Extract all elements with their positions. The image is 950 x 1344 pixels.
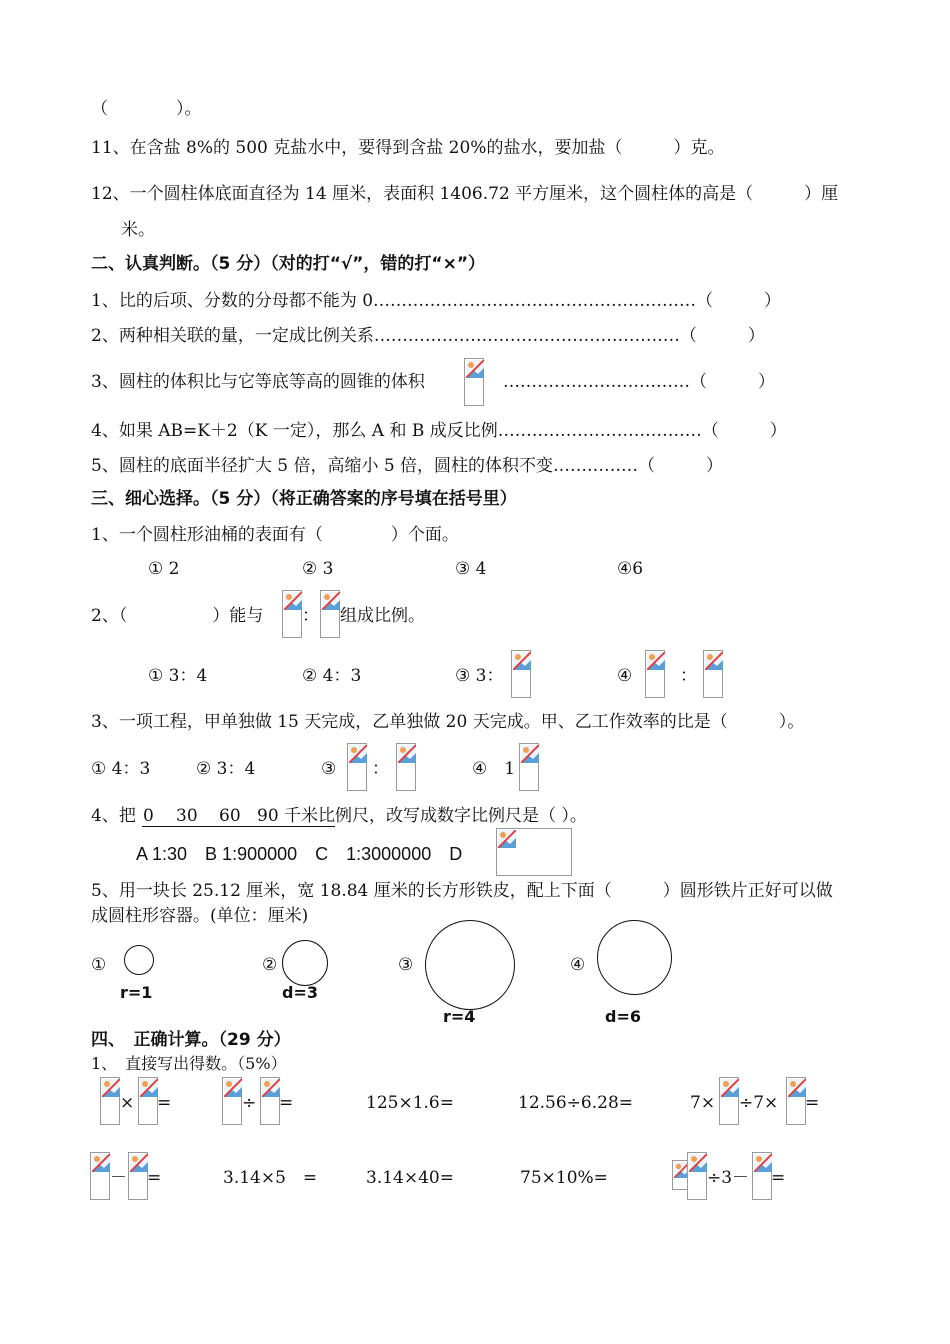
scale-bar-label-30: 30 bbox=[176, 806, 198, 826]
choice-q3-option-4: ④ 1 bbox=[472, 759, 516, 779]
choice-q1-option-1: ① 2 bbox=[148, 559, 180, 579]
circle-label-r4: r=4 bbox=[443, 1007, 476, 1026]
broken-image-icon bbox=[464, 358, 484, 406]
calc-r2-eq1: = bbox=[147, 1168, 162, 1188]
calc-r1-12.56div6.28: 12.56÷6.28= bbox=[518, 1093, 634, 1113]
section4-sub1: 1、 直接写出得数。（5%） bbox=[91, 1054, 287, 1073]
broken-image-icon bbox=[260, 1077, 280, 1125]
choice-q2-option-3: ③ 3： bbox=[455, 666, 504, 686]
judge-item-4: 4、如果 AB=K＋2（K 一定），那么 A 和 B 成反比例………………………………（ ） bbox=[91, 421, 787, 441]
choice-q4-tail: 例尺，改写成数字比例尺是（ ）。 bbox=[335, 806, 587, 826]
calc-r1-eq1: = bbox=[157, 1093, 172, 1113]
choice-q3-option-3-colon: ： bbox=[372, 759, 389, 779]
calc-r1-times: × bbox=[120, 1093, 135, 1113]
choice-q5-line1: 5、用一块长 25.12 厘米，宽 18.84 厘米的长方形铁皮，配上下面（ ）圆形铁片正好可以做 bbox=[91, 881, 833, 901]
judge-item-3: 3、圆柱的体积比与它等底等高的圆锥的体积 bbox=[91, 372, 425, 392]
broken-image-icon bbox=[752, 1152, 772, 1200]
section2-heading: 二、认真判断。（5 分）（对的打“√”，错的打“×”） bbox=[91, 254, 486, 274]
choice-q5-option-3: ③ bbox=[398, 955, 414, 975]
choice-q5-line2: 成圆柱形容器。(单位：厘米) bbox=[91, 906, 309, 926]
broken-image-icon bbox=[100, 1077, 120, 1125]
broken-image-icon bbox=[645, 650, 665, 698]
judge-item-5: 5、圆柱的底面半径扩大 5 倍，高缩小 5 倍，圆柱的体积不变……………（ ） bbox=[91, 456, 724, 476]
calc-r2-eq2: = bbox=[771, 1168, 786, 1188]
section4-heading: 四、 正确计算。（29 分） bbox=[91, 1030, 291, 1050]
scale-bar-line bbox=[142, 826, 335, 827]
broken-image-icon bbox=[786, 1077, 806, 1125]
choice-q2-option-2: ② 4：3 bbox=[302, 666, 362, 686]
choice-q3-option-1: ① 4：3 bbox=[91, 759, 151, 779]
broken-image-icon bbox=[687, 1152, 707, 1200]
scale-bar-label-60: 60 bbox=[219, 806, 241, 826]
choice-q1-option-2: ② 3 bbox=[302, 559, 334, 579]
broken-image-icon bbox=[138, 1077, 158, 1125]
broken-image-icon bbox=[347, 743, 367, 791]
scale-bar-label-0: 0 bbox=[143, 806, 154, 826]
q12-text-line1: 12、一个圆柱体底面直径为 14 厘米，表面积 1406.72 平方厘米，这个圆柱体的高是（ ）厘 bbox=[91, 184, 839, 204]
calc-r1-div7x: ÷7× bbox=[739, 1093, 779, 1113]
choice-q2-colon: ： bbox=[302, 606, 319, 626]
q10-continuation: （ ）。 bbox=[91, 99, 202, 119]
q11-text: 11、在含盐 8%的 500 克盐水中，要得到含盐 20%的盐水，要加盐（ ）克。 bbox=[91, 138, 725, 158]
circle-r4 bbox=[425, 920, 515, 1010]
judge-item-1: 1、比的后项、分数的分母都不能为 0…………………………………………………（ ） bbox=[91, 291, 782, 311]
choice-q2: 2、（ ）能与 bbox=[91, 606, 264, 626]
broken-image-icon bbox=[396, 743, 416, 791]
circle-d6 bbox=[597, 920, 672, 995]
calc-r2-3.14x5: 3.14×5 = bbox=[223, 1168, 318, 1188]
section3-heading: 三、细心选择。（5 分）（将正确答案的序号填在括号里） bbox=[91, 489, 517, 509]
broken-image-icon bbox=[703, 650, 723, 698]
broken-image-icon bbox=[282, 590, 302, 638]
judge-item-3-tail: ……………………………（ ） bbox=[503, 372, 775, 392]
choice-q5-option-1: ① bbox=[91, 955, 107, 975]
choice-q3-option-2: ② 3：4 bbox=[196, 759, 256, 779]
choice-q3: 3、一项工程，甲单独做 15 天完成，乙单独做 20 天完成。甲、乙工作效率的比是（ ）。 bbox=[91, 712, 805, 732]
broken-image-icon bbox=[511, 650, 531, 698]
circle-d3 bbox=[282, 940, 328, 986]
choice-q2-option-4-colon: ： bbox=[680, 666, 697, 686]
calc-r1-7x: 7× bbox=[690, 1093, 716, 1113]
calc-r1-125x1.6: 125×1.6= bbox=[366, 1093, 454, 1113]
choice-q5-option-4: ④ bbox=[570, 955, 586, 975]
choice-q2-option-4: ④ bbox=[617, 666, 633, 686]
scale-bar-label-90: 90 千米比 bbox=[257, 806, 336, 826]
choice-q3-option-3: ③ bbox=[321, 759, 337, 779]
broken-image-icon bbox=[496, 828, 572, 876]
q12-text-line2: 米。 bbox=[121, 220, 155, 240]
calc-r2-div3minus: ÷3－ bbox=[707, 1168, 750, 1188]
calc-r1-eq2: = bbox=[279, 1093, 294, 1113]
choice-q4-options: A 1:30 B 1:900000 C 1:3000000 D bbox=[136, 844, 463, 864]
choice-q4: 4、把 bbox=[91, 806, 136, 826]
circle-r1 bbox=[124, 945, 154, 975]
choice-q5-option-2: ② bbox=[262, 955, 278, 975]
judge-item-2: 2、两种相关联的量，一定成比例关系………………………………………………（ ） bbox=[91, 326, 765, 346]
broken-image-icon bbox=[90, 1152, 110, 1200]
choice-q1-option-3: ③ 4 bbox=[455, 559, 487, 579]
calc-r1-divide: ÷ bbox=[242, 1093, 257, 1113]
broken-image-icon bbox=[128, 1152, 148, 1200]
broken-image-icon bbox=[320, 590, 340, 638]
calc-r1-eq3: = bbox=[805, 1093, 820, 1113]
choice-q2-option-1: ① 3：4 bbox=[148, 666, 208, 686]
choice-q2-tail: 组成比例。 bbox=[340, 606, 425, 626]
circle-label-r1: r=1 bbox=[120, 983, 153, 1002]
circle-label-d6: d=6 bbox=[605, 1007, 641, 1026]
circle-label-d3: d=3 bbox=[282, 983, 318, 1002]
choice-q1-option-4: ④6 bbox=[617, 559, 644, 579]
calc-r2-minus: － bbox=[110, 1168, 127, 1188]
calc-r2-75x10pct: 75×10%= bbox=[520, 1168, 608, 1188]
broken-image-icon bbox=[222, 1077, 242, 1125]
calc-r2-3.14x40: 3.14×40= bbox=[366, 1168, 454, 1188]
broken-image-icon bbox=[519, 743, 539, 791]
broken-image-icon bbox=[719, 1077, 739, 1125]
choice-q1: 1、一个圆柱形油桶的表面有（ ）个面。 bbox=[91, 525, 459, 545]
